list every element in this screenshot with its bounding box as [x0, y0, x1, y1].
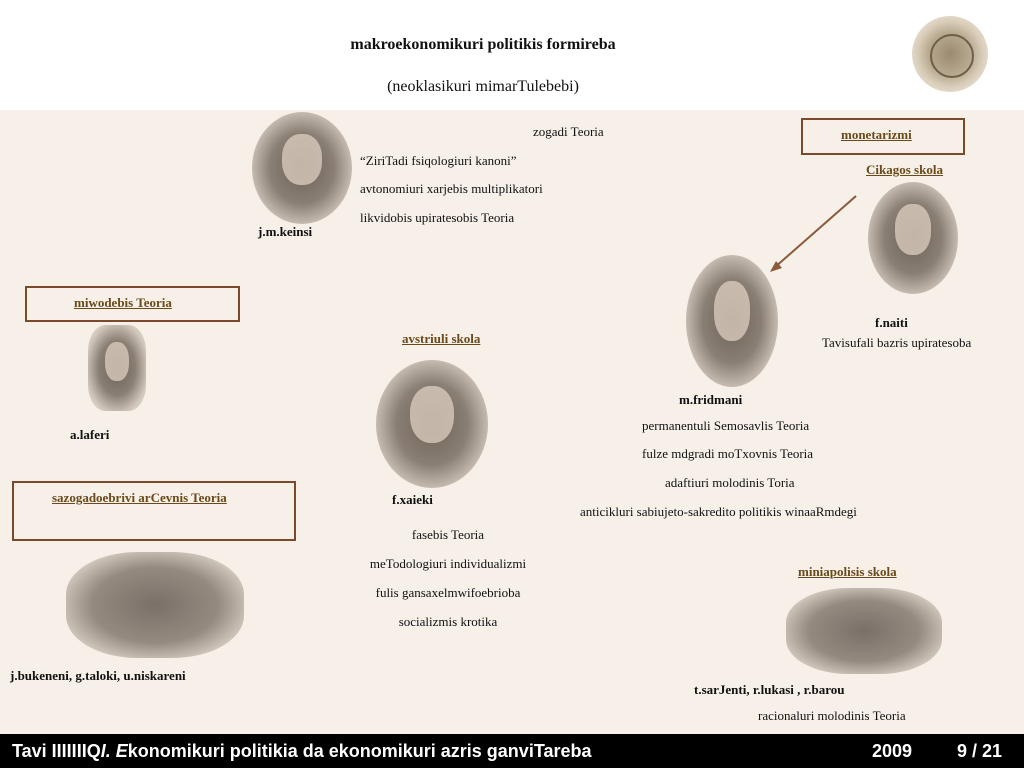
austrian-theory-2: meTodologiuri individualizmi	[369, 556, 527, 571]
knight-portrait	[868, 182, 958, 294]
minneapolis-group-photo	[786, 588, 942, 674]
keynes-theory-4: likvidobis upiratesobis Teoria	[360, 210, 515, 225]
slide-subtitle: (neoklasikuri mimarTulebebi)	[387, 78, 579, 95]
footer-title-em: I. E	[100, 741, 128, 761]
keynes-theory-2: “ZiriTadi fsiqologiuri kanoni”	[360, 153, 517, 168]
minneapolis-school-heading: miniapolisis skola	[798, 564, 897, 579]
footer-title	[12, 741, 592, 762]
footer-title-prefix: Tavi IIIIIIIQ	[12, 741, 101, 761]
keynes-theory-3: avtonomiuri xarjebis multiplikatori	[360, 181, 543, 196]
keynes-theory-1: zogadi Teoria	[533, 124, 604, 139]
friedman-name: m.fridmani	[679, 392, 743, 407]
minneapolis-names: t.sarJenti, r.lukasi , r.barou	[694, 682, 845, 697]
friedman-theory-3: adaftiuri molodinis Toria	[665, 475, 795, 490]
public-choice-group-photo	[66, 552, 244, 658]
austrian-theory-4: socializmis krotika	[398, 614, 498, 629]
footer-page-number: 9 / 21	[957, 741, 1003, 761]
friedman-theory-1: permanentuli Semosavlis Teoria	[642, 418, 810, 433]
keynes-name: j.m.keinsi	[258, 224, 313, 239]
knight-theory: Tavisufali bazris upiratesoba	[822, 335, 972, 350]
austrian-school-heading: avstriuli skola	[402, 331, 481, 346]
knight-name: f.naiti	[875, 315, 908, 330]
slide-title: makroekonomikuri politikis formireba	[350, 36, 616, 53]
austrian-theory-1: fasebis Teoria	[411, 527, 485, 542]
keynes-portrait	[252, 112, 352, 224]
hayek-name: f.xaieki	[392, 492, 433, 507]
chicago-school-heading: Cikagos skola	[866, 162, 943, 177]
hayek-portrait	[376, 360, 488, 488]
friedman-theory-4: anticikluri sabiujeto-sakredito politikis winaaRmdegi	[580, 504, 857, 519]
university-seal-icon	[912, 16, 988, 92]
public-choice-heading: sazogadoebrivi arCevnis Teoria	[52, 490, 227, 505]
public-choice-names: j.bukeneni, g.taloki, u.niskareni	[10, 668, 186, 683]
friedman-portrait	[686, 255, 778, 387]
slide-header	[0, 0, 1024, 110]
minneapolis-theory: racionaluri molodinis Teoria	[758, 708, 906, 723]
laffer-portrait	[88, 325, 146, 411]
footer-year: 2009	[872, 741, 913, 761]
friedman-theory-2: fulze mdgradi moTxovnis Teoria	[642, 446, 814, 461]
footer-title-rest: konomikuri politikia da ekonomikuri azris ganviTareba	[127, 741, 592, 761]
supply-theory-heading: miwodebis Teoria	[74, 295, 172, 310]
austrian-theory-3: fulis gansaxelmwifoebrioba	[375, 585, 521, 600]
slide-footer	[0, 734, 1024, 768]
influence-arrow-icon	[760, 188, 860, 278]
monetarism-heading: monetarizmi	[841, 127, 912, 142]
laffer-name: a.laferi	[70, 427, 110, 442]
